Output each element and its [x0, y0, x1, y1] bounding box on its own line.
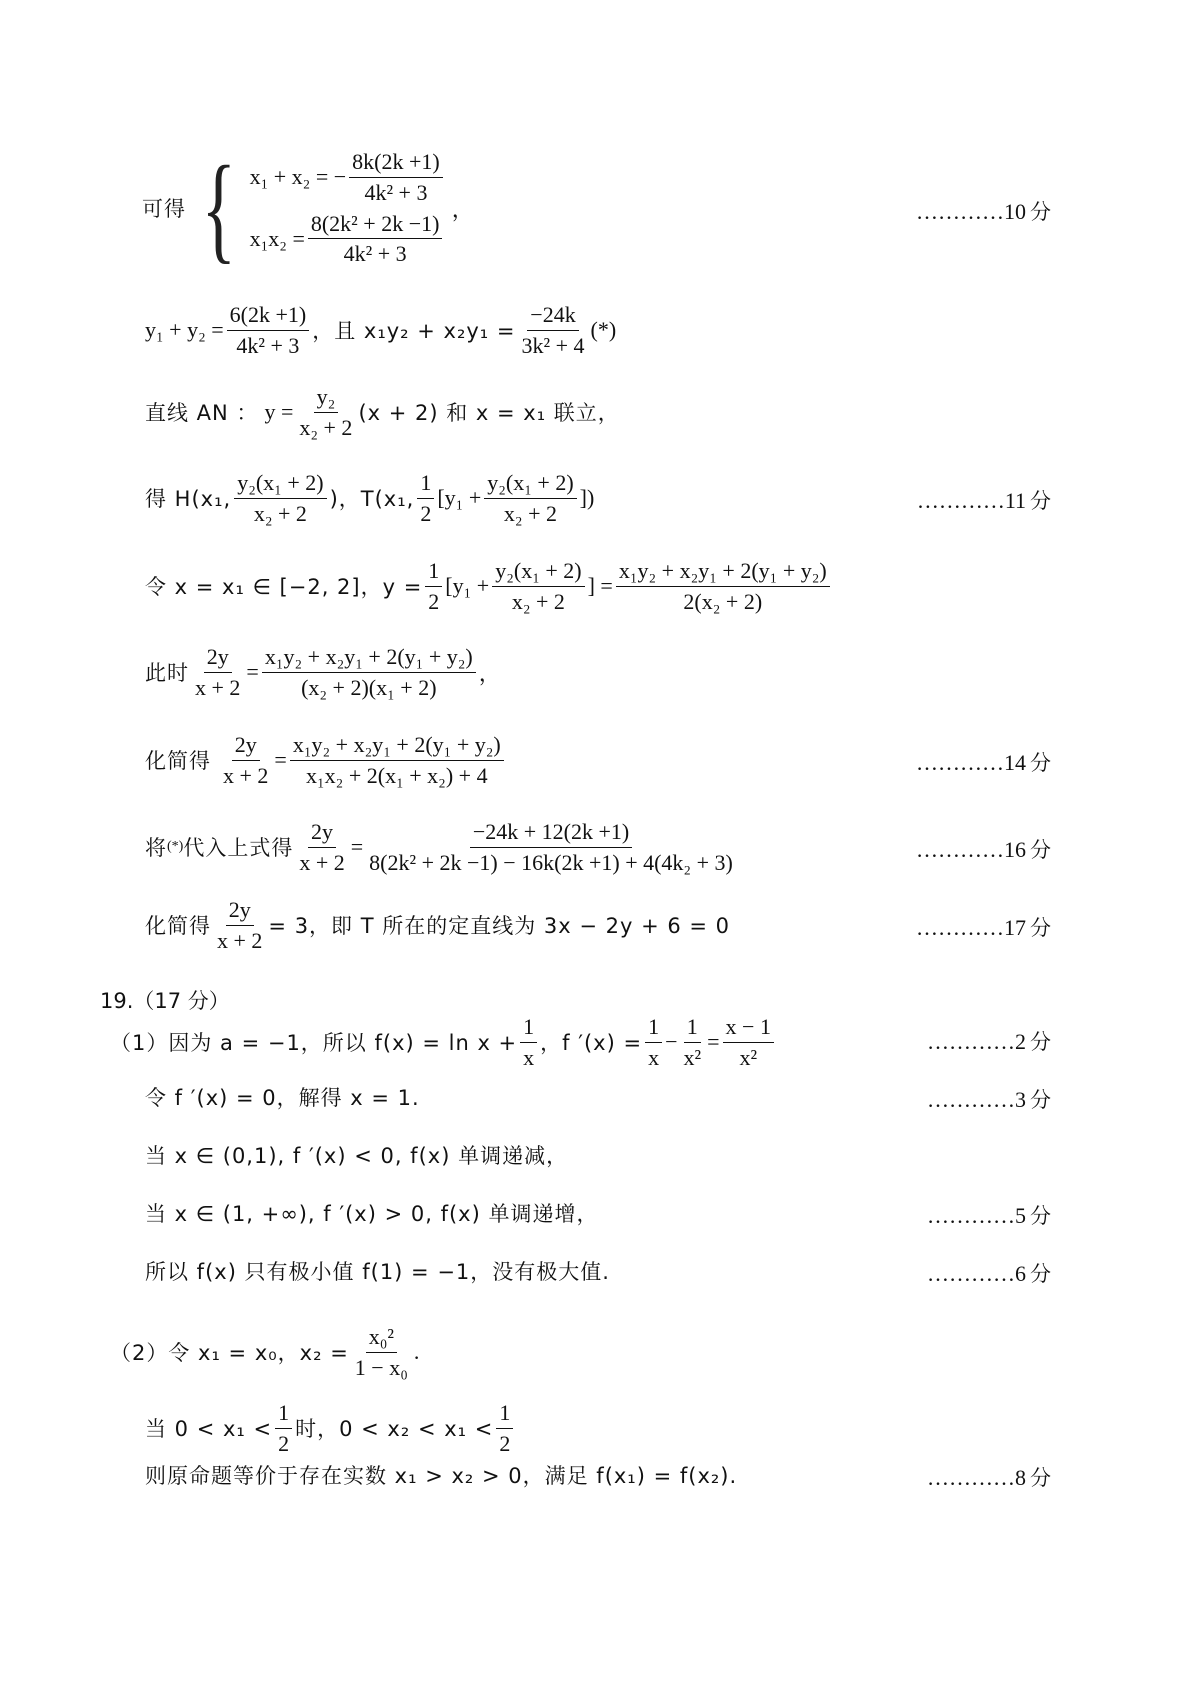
fraction: $\frac{2y}{x + 2}$: [195, 644, 241, 700]
fraction: $\frac{\text{x₁y₂ + x₂y₁ + 2(y₁ + y₂)}}{\text{x₁x₂ + 2(x₁ + x₂) + 4}}$: [290, 732, 504, 788]
line-AN: 直线 AN ： y = $\frac{\text{y₂}}{\text{x₂ + 2}}$ (x + 2) 和 x = x₁ 联立，: [145, 384, 620, 440]
score-marker: …………14 分: [916, 750, 1052, 775]
question-19-title: 19.（17 分）: [100, 989, 230, 1013]
score-marker: …………2 分: [927, 1029, 1052, 1054]
line-y-sum: y₁ + y₂ = $\frac{6(2k +1)}{\text{4k² + 3}}$ ，且 x₁y₂ + x₂y₁ = $\frac{-24k}{\text{3k² + 4}}$ (*): [145, 302, 617, 358]
fraction: $\frac{2y}{x + 2}$: [223, 732, 269, 788]
fraction: $\frac{\text{y₂}}{\text{x₂ + 2}}$: [299, 384, 353, 440]
line-equivalent: 则原命题等价于存在实数 x₁ > x₂ > 0，满足 f(x₁) = f(x₂). …………8 分: [145, 1464, 1052, 1490]
score-marker: …………11 分: [916, 488, 1052, 513]
fraction: $\frac{\text{y₂(x₁ + 2)}}{\text{x₂ + 2}}$: [234, 470, 326, 526]
prefix-kede: 可得: [142, 197, 186, 221]
line-decreasing: 当 x ∈ (0,1), f ′(x) < 0, f(x) 单调递减，: [145, 1144, 569, 1168]
score-marker: …………3 分: [927, 1087, 1052, 1112]
system-eq1: x₁ + x₂ = − $\frac{8k(2k +1)}{\text{4k² + 3}}$: [250, 149, 446, 205]
line-cishi: 此时 $\frac{2y}{x + 2}$ = $\frac{\text{x₁y₂ + x₂y₁ + 2(y₁ + y₂)}}{\text{(x₂ + 2)(x₁ + 2)}}$ ，: [145, 644, 501, 700]
line-H-T: 得 H(x₁, $\frac{\text{y₂(x₁ + 2)}}{\text{x₂ + 2}}$ )，T(x₁, $\frac{1}{2}$ [y₁ + $\frac{\text{y₂(x₁ + 2)}}{\text{x₂ + 2}}$ ]) …………11 分: [145, 470, 1052, 526]
fraction: $\frac{1}{2}$: [425, 558, 442, 614]
fraction: $\frac{2y}{x + 2}$: [217, 897, 263, 953]
fraction: $\frac{1}{\text{x²}}$: [683, 1014, 702, 1070]
line-increasing: 当 x ∈ (1, +∞), f ′(x) > 0, f(x) 单调递增， …………5 分: [145, 1202, 1052, 1228]
line-system: 可得 { x₁ + x₂ = − $\frac{8k(2k +1)}{\text{4k² + 3}}$ x₁x₂ = $\frac{\text{8(2k² + 2k −1)}}{\text{4k² + 3}}$ ， …………10 分: [142, 141, 1052, 274]
system-eq2: x₁x₂ = $\frac{\text{8(2k² + 2k −1)}}{\text{4k² + 3}}$: [250, 211, 446, 267]
score-marker: …………17 分: [916, 915, 1052, 940]
fraction: $\frac{6(2k +1)}{\text{4k² + 3}}$: [227, 302, 310, 358]
brace: {: [201, 141, 237, 274]
fraction: $\frac{\text{x₁y₂ + x₂y₁ + 2(y₁ + y₂)}}{\text{2(x₂ + 2)}}$: [616, 558, 830, 614]
fraction: $\frac{x - 1}{\text{x²}}$: [723, 1014, 774, 1070]
score-marker: …………8 分: [927, 1465, 1052, 1490]
equation-system: [250, 149, 446, 266]
fraction: $\frac{1}{x}$: [645, 1014, 662, 1070]
score-marker: …………5 分: [927, 1203, 1052, 1228]
line-part1: （1）因为 a = −1，所以 f(x) = ln x + $\frac{1}{x}$ ，f ′(x) = $\frac{1}{x}$ − $\frac{1}{\text{x²}}$ = $\frac{x - 1}{\text{x²}}$ …………2 分: [110, 1014, 1052, 1070]
fraction: $\frac{\text{x₁y₂ + x₂y₁ + 2(y₁ + y₂)}}{\text{(x₂ + 2)(x₁ + 2)}}$: [262, 644, 476, 700]
line-derivative-zero: 令 f ′(x) = 0，解得 x = 1. …………3 分: [145, 1086, 1052, 1112]
score-marker: …………10 分: [916, 199, 1052, 224]
line-part2: （2）令 x₁ = x₀，x₂ = $\frac{\text{x₀²}}{\text{1 − x₀}}$ .: [110, 1324, 420, 1380]
line-extremum: 所以 f(x) 只有极小值 f(1) = −1，没有极大值. …………6 分: [145, 1260, 1052, 1286]
fraction: $\frac{\text{x₀²}}{\text{1 − x₀}}$: [354, 1324, 408, 1380]
fraction: $\frac{\text{y₂(x₁ + 2)}}{\text{x₂ + 2}}$: [484, 470, 576, 526]
score-marker: …………6 分: [927, 1261, 1052, 1286]
fraction: $\frac{1}{2}$: [275, 1400, 292, 1456]
fraction: $\frac{\text{8(2k² + 2k −1)}}{\text{4k² + 3}}$: [308, 211, 443, 267]
fraction: $\frac{8k(2k +1)}{\text{4k² + 3}}$: [349, 149, 443, 205]
line-ling-x: 令 x = x₁ ∈ [−2, 2]，y = $\frac{1}{2}$ [y₁ + $\frac{\text{y₂(x₁ + 2)}}{\text{x₂ + 2}}$ ] = $\frac{\text{x₁y₂ + x₂y₁ + 2(y₁ + y₂)}}{\text{2(x₂ + 2)}}$: [0, 556, 1200, 616]
fraction: $\frac{\text{y₂(x₁ + 2)}}{\text{x₂ + 2}}$: [492, 558, 584, 614]
fraction: $\frac{1}{x}$: [520, 1014, 537, 1070]
fraction: $\frac{-24k}{\text{3k² + 4}}$: [521, 302, 585, 358]
line-substitute: 将 (*) 代入上式得 $\frac{2y}{x + 2}$ = $\frac{-24k + 12(2k +1)}{\text{8(2k² + 2k −1) − 16k(2k +1) + 4(4k₂ + 3)}}$ …………16 分: [145, 819, 1052, 875]
fraction: $\frac{1}{2}$: [417, 470, 434, 526]
line-conclusion: 化简得 $\frac{2y}{x + 2}$ = 3，即 T 所在的定直线为 3x − 2y + 6 = 0 …………17 分: [145, 897, 1052, 953]
line-simplify-1: 化简得 $\frac{2y}{x + 2}$ = $\frac{\text{x₁y₂ + x₂y₁ + 2(y₁ + y₂)}}{\text{x₁x₂ + 2(x₁ + x₂) + 4}}$ …………14 分: [145, 732, 1052, 788]
fraction: $\frac{1}{2}$: [496, 1400, 513, 1456]
score-marker: …………16 分: [916, 837, 1052, 862]
line-range: 当 0 < x₁ < $\frac{1}{2}$ 时，0 < x₂ < x₁ < $\frac{1}{2}$: [0, 1398, 1200, 1458]
fraction: $\frac{2y}{x + 2}$: [299, 819, 345, 875]
fraction: $\frac{-24k + 12(2k +1)}{\text{8(2k² + 2k −1) − 16k(2k +1) + 4(4k₂ + 3)}}$: [369, 819, 733, 875]
